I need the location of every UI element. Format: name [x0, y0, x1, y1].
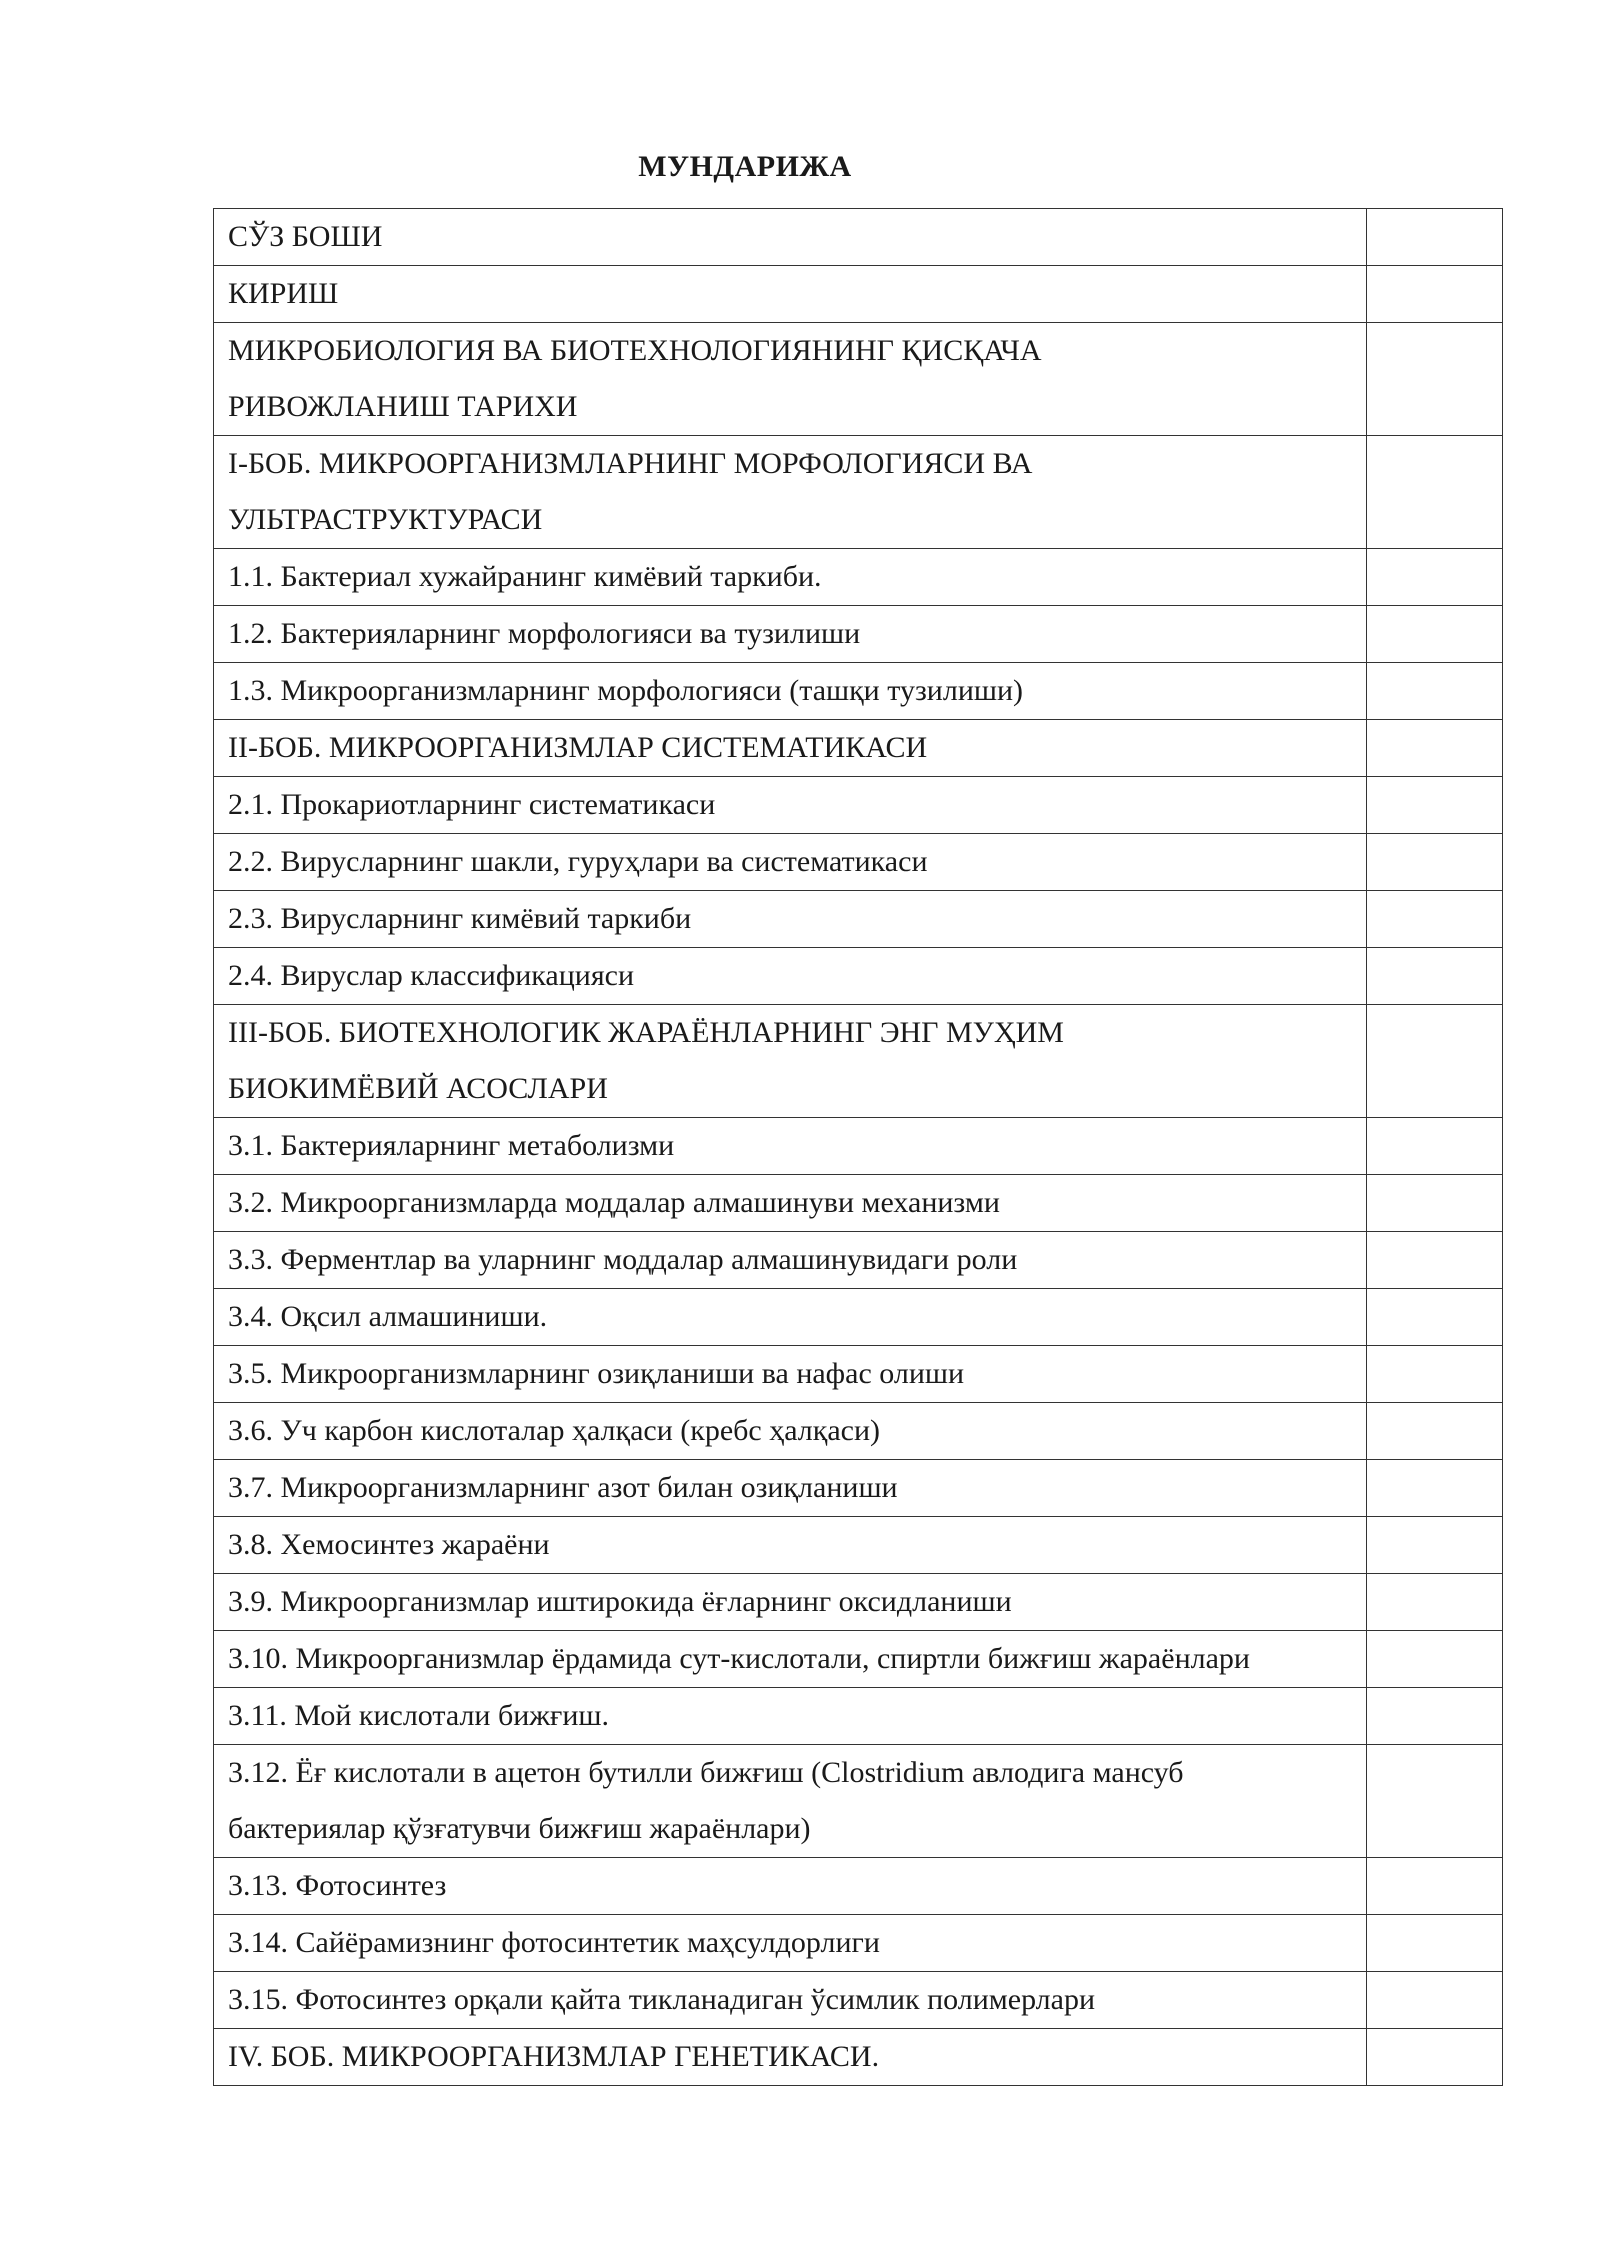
toc-entry-line: 3.2. Микроорганизмларда моддалар алмашинуви механизми — [228, 1186, 1000, 1219]
toc-entry-line: 3.1. Бактерияларнинг метаболизми — [228, 1129, 675, 1162]
toc-entry-line: 3.8. Хемосинтез жараёни — [228, 1528, 550, 1561]
toc-entry-line: СЎЗ БОШИ — [228, 220, 383, 253]
toc-entry-page — [1367, 720, 1503, 777]
toc-entry-title — [214, 1403, 1367, 1460]
toc-row — [214, 266, 1503, 323]
toc-row — [214, 1688, 1503, 1745]
toc-entry-page — [1367, 1232, 1503, 1289]
toc-entry-page — [1367, 948, 1503, 1005]
toc-row — [214, 1175, 1503, 1232]
toc-entry-title — [214, 1688, 1367, 1745]
toc-entry-page — [1367, 266, 1503, 323]
toc-entry-line: 3.4. Оқсил алмашиниши. — [228, 1300, 548, 1333]
toc-entry-title — [214, 1972, 1367, 2029]
toc-row — [214, 1232, 1503, 1289]
toc-entry-line: 3.3. Ферментлар ва уларнинг моддалар алмашинувидаги роли — [228, 1243, 1018, 1276]
toc-entry-line: 3.15. Фотосинтез орқали қайта тикланадиган ўсимлик полимерлари — [228, 1983, 1096, 2016]
toc-entry-line: КИРИШ — [228, 277, 339, 310]
toc-entry-line: 3.7. Микроорганизмларнинг азот билан озиқланиши — [228, 1471, 898, 1504]
toc-entry-line: УЛЬТРАСТРУКТУРАСИ — [228, 503, 543, 536]
toc-row — [214, 1289, 1503, 1346]
toc-entry-title — [214, 323, 1367, 436]
toc-entry-title — [214, 891, 1367, 948]
toc-entry-page — [1367, 1915, 1503, 1972]
toc-entry-title — [214, 1745, 1367, 1858]
toc-entry-page — [1367, 1745, 1503, 1858]
toc-entry-page — [1367, 1631, 1503, 1688]
toc-entry-page — [1367, 323, 1503, 436]
toc-entry-line: 3.9. Микроорганизмлар иштирокида ёғларнинг оксидланиши — [228, 1585, 1012, 1618]
toc-row — [214, 1972, 1503, 2029]
toc-entry-title — [214, 1858, 1367, 1915]
toc-entry-line: бактериялар қўзғатувчи бижғиш жараёнлари) — [228, 1812, 811, 1845]
toc-row — [214, 549, 1503, 606]
toc-row — [214, 720, 1503, 777]
toc-entry-line: 2.4. Вируслар классификацияси — [228, 959, 635, 992]
toc-entry-page — [1367, 1574, 1503, 1631]
toc-row — [214, 1346, 1503, 1403]
toc-row — [214, 1574, 1503, 1631]
toc-entry-title — [214, 1574, 1367, 1631]
table-of-contents — [213, 208, 1503, 2086]
toc-entry-line: 2.1. Прокариотларнинг систематикаси — [228, 788, 716, 821]
toc-row — [214, 834, 1503, 891]
toc-entry-page — [1367, 549, 1503, 606]
toc-entry-page — [1367, 834, 1503, 891]
toc-entry-page — [1367, 209, 1503, 266]
toc-entry-line: 2.3. Вирусларнинг кимёвий таркиби — [228, 902, 692, 935]
toc-row — [214, 1631, 1503, 1688]
toc-entry-title — [214, 549, 1367, 606]
toc-entry-title — [214, 1118, 1367, 1175]
toc-row — [214, 1460, 1503, 1517]
toc-entry-line: III-БОБ. БИОТЕХНОЛОГИК ЖАРАЁНЛАРНИНГ ЭНГ МУҲИМ — [228, 1016, 1064, 1049]
toc-entry-page — [1367, 891, 1503, 948]
toc-row — [214, 1745, 1503, 1858]
toc-entry-line: II-БОБ. МИКРООРГАНИЗМЛАР СИСТЕМАТИКАСИ — [228, 731, 928, 764]
toc-entry-line: 1.3. Микроорганизмларнинг морфологияси (ташқи тузилиши) — [228, 674, 1024, 707]
toc-entry-line: 3.5. Микроорганизмларнинг озиқланиши ва нафас олиши — [228, 1357, 965, 1390]
toc-row — [214, 209, 1503, 266]
toc-row — [214, 948, 1503, 1005]
toc-row — [214, 323, 1503, 436]
page-title: МУНДАРИЖА — [638, 150, 852, 183]
toc-entry-line: 3.14. Сайёрамизнинг фотосинтетик маҳсулдорлиги — [228, 1926, 880, 1959]
toc-row — [214, 606, 1503, 663]
toc-entry-page — [1367, 1403, 1503, 1460]
toc-entry-line: I-БОБ. МИКРООРГАНИЗМЛАРНИНГ МОРФОЛОГИЯСИ ВА — [228, 447, 1033, 480]
toc-entry-page — [1367, 606, 1503, 663]
toc-entry-page — [1367, 1517, 1503, 1574]
toc-row — [214, 663, 1503, 720]
toc-row — [214, 891, 1503, 948]
toc-entry-line: МИКРОБИОЛОГИЯ ВА БИОТЕХНОЛОГИЯНИНГ ҚИСҚАЧА — [228, 334, 1042, 367]
toc-entry-page — [1367, 1688, 1503, 1745]
toc-entry-title — [214, 948, 1367, 1005]
toc-entry-page — [1367, 2029, 1503, 2086]
toc-entry-page — [1367, 1289, 1503, 1346]
toc-entry-page — [1367, 663, 1503, 720]
toc-entry-line: 3.13. Фотосинтез — [228, 1869, 447, 1902]
toc-entry-line: 3.10. Микроорганизмлар ёрдамида сут-кислотали, спиртли бижғиш жараёнлари — [228, 1642, 1250, 1675]
toc-entry-title — [214, 1175, 1367, 1232]
toc-row — [214, 1517, 1503, 1574]
toc-row — [214, 1005, 1503, 1118]
toc-row — [214, 1403, 1503, 1460]
toc-entry-line: 3.11. Мой кислотали бижғиш. — [228, 1699, 609, 1732]
toc-entry-page — [1367, 1118, 1503, 1175]
toc-entry-title — [214, 1346, 1367, 1403]
toc-entry-title — [214, 1005, 1367, 1118]
toc-entry-line: IV. БОБ. МИКРООРГАНИЗМЛАР ГЕНЕТИКАСИ. — [228, 2040, 880, 2073]
toc-entry-page — [1367, 1005, 1503, 1118]
toc-entry-title — [214, 436, 1367, 549]
toc-body — [214, 209, 1503, 2086]
toc-row — [214, 1915, 1503, 1972]
toc-entry-title — [214, 209, 1367, 266]
toc-entry-title — [214, 1631, 1367, 1688]
toc-entry-title — [214, 720, 1367, 777]
toc-entry-title — [214, 1517, 1367, 1574]
toc-entry-page — [1367, 1175, 1503, 1232]
toc-entry-line: 2.2. Вирусларнинг шакли, гуруҳлари ва систематикаси — [228, 845, 928, 878]
toc-entry-page — [1367, 1858, 1503, 1915]
toc-entry-page — [1367, 436, 1503, 549]
toc-entry-title — [214, 1289, 1367, 1346]
toc-entry-page — [1367, 1460, 1503, 1517]
toc-entry-title — [214, 266, 1367, 323]
toc-entry-title — [214, 1915, 1367, 1972]
toc-entry-title — [214, 663, 1367, 720]
toc-row — [214, 436, 1503, 549]
toc-row — [214, 1858, 1503, 1915]
toc-entry-line: 1.1. Бактериал хужайранинг кимёвий таркиби. — [228, 560, 822, 593]
toc-entry-line: РИВОЖЛАНИШ ТАРИХИ — [228, 390, 578, 423]
toc-entry-title — [214, 1460, 1367, 1517]
toc-entry-line: 1.2. Бактерияларнинг морфологияси ва тузилиши — [228, 617, 861, 650]
toc-entry-line: 3.6. Уч карбон кислоталар ҳалқаси (кребс ҳалқаси) — [228, 1414, 881, 1447]
toc-row — [214, 777, 1503, 834]
toc-entry-title — [214, 834, 1367, 891]
toc-entry-page — [1367, 1346, 1503, 1403]
toc-entry-title — [214, 606, 1367, 663]
toc-row — [214, 2029, 1503, 2086]
toc-entry-title — [214, 2029, 1367, 2086]
toc-entry-page — [1367, 777, 1503, 834]
toc-entry-line: 3.12. Ёғ кислотали в ацетон бутилли бижғиш (Clostridium авлодига мансуб — [228, 1756, 1184, 1789]
toc-entry-title — [214, 1232, 1367, 1289]
toc-row — [214, 1118, 1503, 1175]
toc-entry-title — [214, 777, 1367, 834]
toc-entry-line: БИОКИМЁВИЙ АСОСЛАРИ — [228, 1072, 608, 1105]
toc-entry-page — [1367, 1972, 1503, 2029]
